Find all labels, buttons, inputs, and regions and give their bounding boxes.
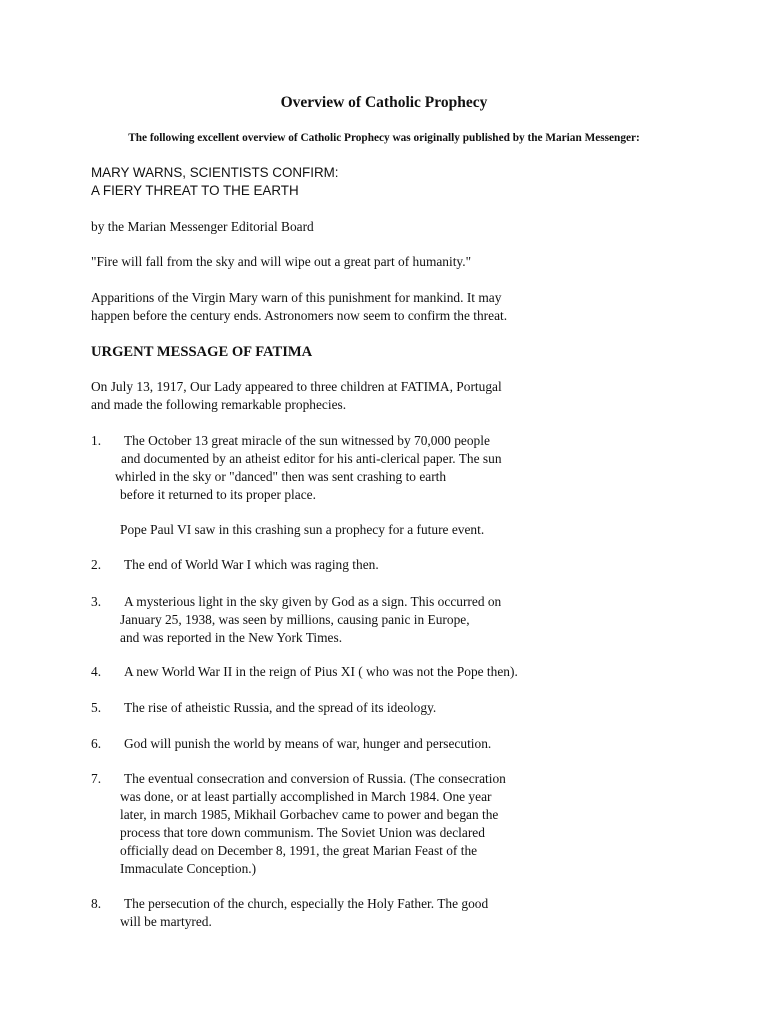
headline	[91, 164, 339, 200]
list-item-line: The persecution of the church, especially the Holy Father. The good	[124, 896, 489, 911]
fatima-intro-line-1: On July 13, 1917, Our Lady appeared to three children at FATIMA, Portugal	[91, 379, 502, 394]
list-item	[91, 770, 506, 878]
list-item	[91, 735, 491, 753]
list-item-line: whirled in the sky or "danced" then was sent crashing to earth	[115, 469, 447, 484]
list-item-number: 6.	[91, 736, 102, 751]
list-item-number: 1.	[91, 433, 102, 448]
list-item-line: was done, or at least partially accomplished in March 1984. One year	[120, 789, 492, 804]
list-item-number: 8.	[91, 896, 102, 911]
section-heading: URGENT MESSAGE OF FATIMA	[91, 344, 313, 360]
list-item-line: before it returned to its proper place.	[120, 487, 316, 502]
list-item-line: The rise of atheistic Russia, and the spread of its ideology.	[124, 700, 437, 715]
fatima-intro-paragraph	[91, 378, 502, 414]
headline-line-1: MARY WARNS, SCIENTISTS CONFIRM:	[91, 165, 339, 180]
list-item-number: 3.	[91, 594, 102, 609]
list-item	[91, 593, 501, 647]
headline-line-2: A FIERY THREAT TO THE EARTH	[91, 183, 299, 198]
list-item-number: 4.	[91, 664, 102, 679]
list-item-line: A new World War II in the reign of Pius XI ( who was not the Pope then).	[124, 664, 518, 679]
list-item-line: January 25, 1938, was seen by millions, causing panic in Europe,	[120, 612, 470, 627]
list-item-line: and was reported in the New York Times.	[120, 630, 343, 645]
list-item-line: process that tore down communism. The Soviet Union was declared	[120, 825, 485, 840]
list-item-number: 2.	[91, 557, 102, 572]
byline: by the Marian Messenger Editorial Board	[91, 219, 314, 234]
list-item	[91, 663, 518, 681]
list-item-line: and documented by an atheist editor for his anti-clerical paper. The sun	[121, 451, 502, 466]
list-item-note-text: Pope Paul VI saw in this crashing sun a prophecy for a future event.	[120, 522, 485, 537]
intro-line: The following excellent overview of Catholic Prophecy was originally published by the Marian Messenger:	[128, 132, 640, 144]
list-item	[91, 699, 436, 717]
quote: "Fire will fall from the sky and will wipe out a great part of humanity."	[91, 254, 472, 269]
list-item-number: 5.	[91, 700, 102, 715]
list-item-line: will be martyred.	[120, 914, 212, 929]
list-item-line: The October 13 great miracle of the sun witnessed by 70,000 people	[124, 433, 490, 448]
list-item-line: A mysterious light in the sky given by God as a sign. This occurred on	[124, 594, 502, 609]
list-item-line: The end of World War I which was raging then.	[124, 557, 379, 572]
fatima-intro-line-2: and made the following remarkable prophecies.	[91, 397, 347, 412]
document-title: Overview of Catholic Prophecy	[280, 94, 488, 111]
list-item	[91, 432, 502, 504]
apparitions-paragraph	[91, 289, 507, 325]
list-item	[91, 556, 379, 574]
list-item-number: 7.	[91, 771, 102, 786]
list-item	[91, 895, 488, 931]
apparitions-line-2: happen before the century ends. Astronomers now seem to confirm the threat.	[91, 308, 508, 323]
list-item-line: God will punish the world by means of war, hunger and persecution.	[124, 736, 492, 751]
list-item-note	[91, 521, 484, 539]
apparitions-line-1: Apparitions of the Virgin Mary warn of this punishment for mankind. It may	[91, 290, 502, 305]
list-item-line: Immaculate Conception.)	[120, 861, 257, 876]
list-item-line: later, in march 1985, Mikhail Gorbachev came to power and began the	[120, 807, 499, 822]
list-item-line: The eventual consecration and conversion of Russia. (The consecration	[124, 771, 506, 786]
list-item-line: officially dead on December 8, 1991, the great Marian Feast of the	[120, 843, 478, 858]
